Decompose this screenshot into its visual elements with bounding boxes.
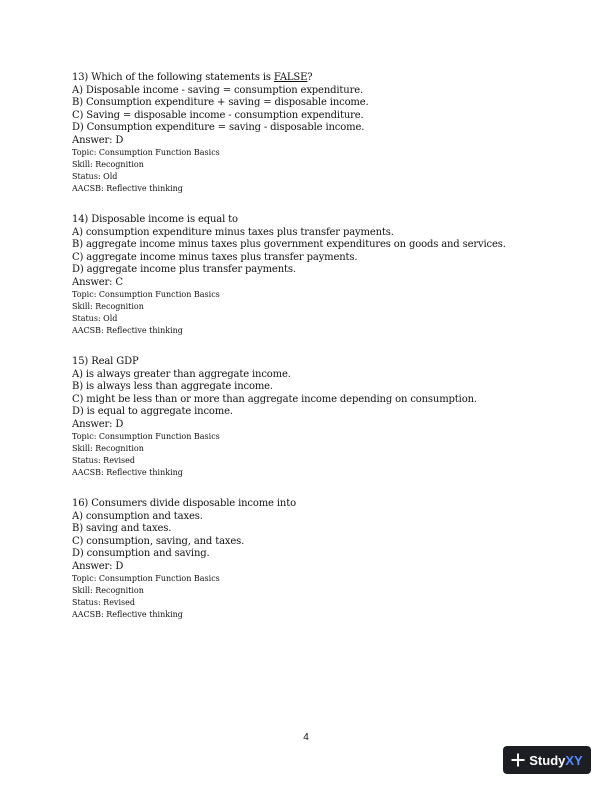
option-c: C) consumption, saving, and taxes. xyxy=(72,535,245,547)
aacsb: AACSB: Reflective thinking xyxy=(72,468,183,477)
option-d: D) is equal to aggregate income. xyxy=(72,406,233,417)
option-b: B) saving and taxes. xyxy=(72,523,172,534)
brand-name: Study xyxy=(529,752,566,768)
plus-icon xyxy=(511,753,525,767)
option-a: A) consumption expenditure minus taxes plus transfer payments. xyxy=(72,226,394,238)
question-stem: 15) Real GDP xyxy=(72,356,139,367)
option-d: D) consumption and saving. xyxy=(72,548,210,559)
answer: Answer: D xyxy=(72,134,124,146)
status: Status: Revised xyxy=(72,598,135,607)
studyxy-watermark-badge[interactable] xyxy=(503,746,591,774)
status: Status: Revised xyxy=(72,456,135,465)
topic: Topic: Consumption Function Basics xyxy=(72,148,220,157)
question-stem: 13) Which of the following statements is FALSE? xyxy=(72,72,313,83)
option-b: B) is always less than aggregate income. xyxy=(72,381,273,392)
question-stem: 14) Disposable income is equal to xyxy=(72,214,238,225)
topic: Topic: Consumption Function Basics xyxy=(72,574,220,583)
answer: Answer: D xyxy=(72,418,124,430)
skill: Skill: Recognition xyxy=(72,586,144,595)
aacsb: AACSB: Reflective thinking xyxy=(72,326,183,335)
question-16 xyxy=(72,498,542,621)
option-c: C) Saving = disposable income - consumption expenditure. xyxy=(72,109,364,121)
option-d: D) Consumption expenditure = saving - disposable income. xyxy=(72,122,365,133)
aacsb: AACSB: Reflective thinking xyxy=(72,610,183,619)
option-c: C) might be less than or more than aggregate income depending on consumption. xyxy=(72,393,477,405)
brand-accent: XY xyxy=(565,752,583,768)
question-stem: 16) Consumers divide disposable income into xyxy=(72,498,296,509)
option-c: C) aggregate income minus taxes plus transfer payments. xyxy=(72,251,358,263)
emphasis-false: FALSE xyxy=(273,72,308,83)
option-d: D) aggregate income plus transfer payments. xyxy=(72,264,296,275)
option-a: A) is always greater than aggregate income. xyxy=(72,368,291,380)
answer: Answer: C xyxy=(72,276,123,288)
option-b: B) Consumption expenditure + saving = disposable income. xyxy=(72,97,369,108)
page-number: 4 xyxy=(303,732,309,743)
skill: Skill: Recognition xyxy=(72,444,144,453)
aacsb: AACSB: Reflective thinking xyxy=(72,184,183,193)
topic: Topic: Consumption Function Basics xyxy=(72,432,220,441)
status: Status: Old xyxy=(72,172,118,181)
question-15 xyxy=(72,356,542,479)
question-14 xyxy=(72,214,542,337)
topic: Topic: Consumption Function Basics xyxy=(72,290,220,299)
question-13 xyxy=(72,72,542,195)
answer: Answer: D xyxy=(72,560,124,572)
option-a: A) Disposable income - saving = consumption expenditure. xyxy=(72,84,364,96)
skill: Skill: Recognition xyxy=(72,302,144,311)
status: Status: Old xyxy=(72,314,118,323)
option-a: A) consumption and taxes. xyxy=(72,510,203,522)
option-b: B) aggregate income minus taxes plus government expenditures on goods and services. xyxy=(72,239,506,250)
skill: Skill: Recognition xyxy=(72,160,144,169)
